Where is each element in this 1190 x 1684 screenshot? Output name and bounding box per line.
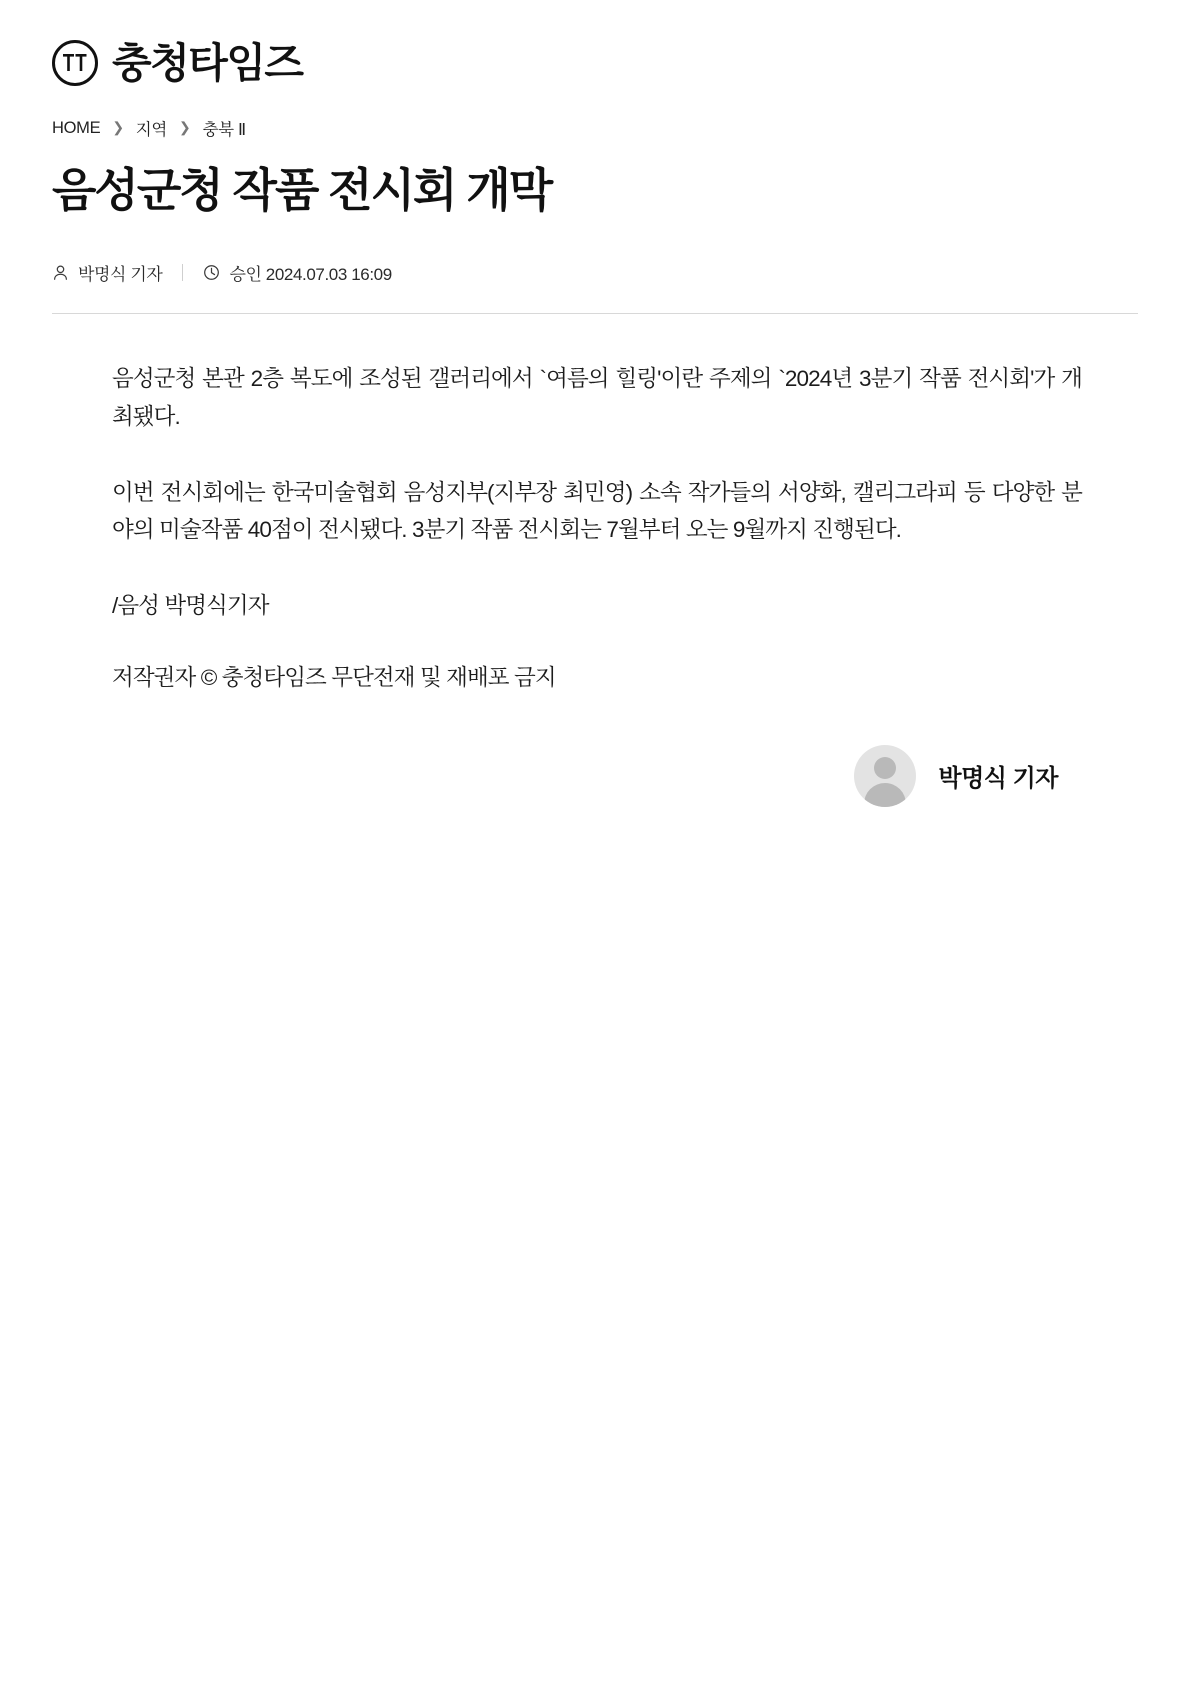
chevron-right-icon: ❯ bbox=[112, 119, 124, 135]
byline-timestamp bbox=[203, 260, 391, 285]
copyright-notice: 저작권자 © 충청타임즈 무단전재 및 재배포 금지 bbox=[112, 664, 556, 690]
person-icon bbox=[52, 264, 69, 281]
site-masthead[interactable] bbox=[52, 30, 1138, 92]
clock-icon bbox=[203, 264, 220, 281]
article-paragraph: 음성군청 본관 2층 복도에 조성된 갤러리에서 `여름의 힐링'이란 주제의 `2024년 3분기 작품 전시회'가 개최됐다. bbox=[112, 365, 1082, 429]
reporter-name[interactable]: 박명식 기자 bbox=[938, 765, 1058, 793]
tt-monogram-icon bbox=[52, 40, 98, 86]
site-logo-text: 충청타임즈 bbox=[112, 39, 303, 86]
breadcrumb[interactable] bbox=[52, 116, 1138, 140]
page-title: 음성군청 작품 전시회 개막 bbox=[52, 164, 552, 216]
article-body bbox=[52, 360, 1138, 807]
chevron-right-icon: ❯ bbox=[179, 119, 191, 135]
breadcrumb-item-chungbuk2[interactable]: 충북 Ⅱ bbox=[202, 121, 246, 139]
avatar-placeholder-icon bbox=[854, 745, 916, 807]
article-signature: /음성 박명식기자 bbox=[112, 593, 269, 619]
breadcrumb-item-home[interactable]: HOME bbox=[52, 118, 101, 137]
byline-author[interactable] bbox=[52, 260, 162, 285]
byline-author-name: 박명식 기자 bbox=[78, 264, 163, 284]
article-byline bbox=[52, 260, 1138, 285]
byline-approved-date: 승인 2024.07.03 16:09 bbox=[229, 264, 392, 284]
reporter-card[interactable] bbox=[112, 745, 1082, 807]
article-page bbox=[0, 0, 1190, 807]
article-paragraph: 이번 전시회에는 한국미술협회 음성지부(지부장 최민영) 소속 작가들의 서양화, 캘리그라피 등 다양한 분야의 미술작품 40점이 전시됐다. 3분기 작품 전시회는 7월부터 오는 9월까지 진행된다. bbox=[112, 479, 1082, 543]
byline-divider bbox=[182, 264, 183, 281]
header-divider bbox=[52, 313, 1138, 314]
breadcrumb-item-region[interactable]: 지역 bbox=[135, 121, 168, 139]
